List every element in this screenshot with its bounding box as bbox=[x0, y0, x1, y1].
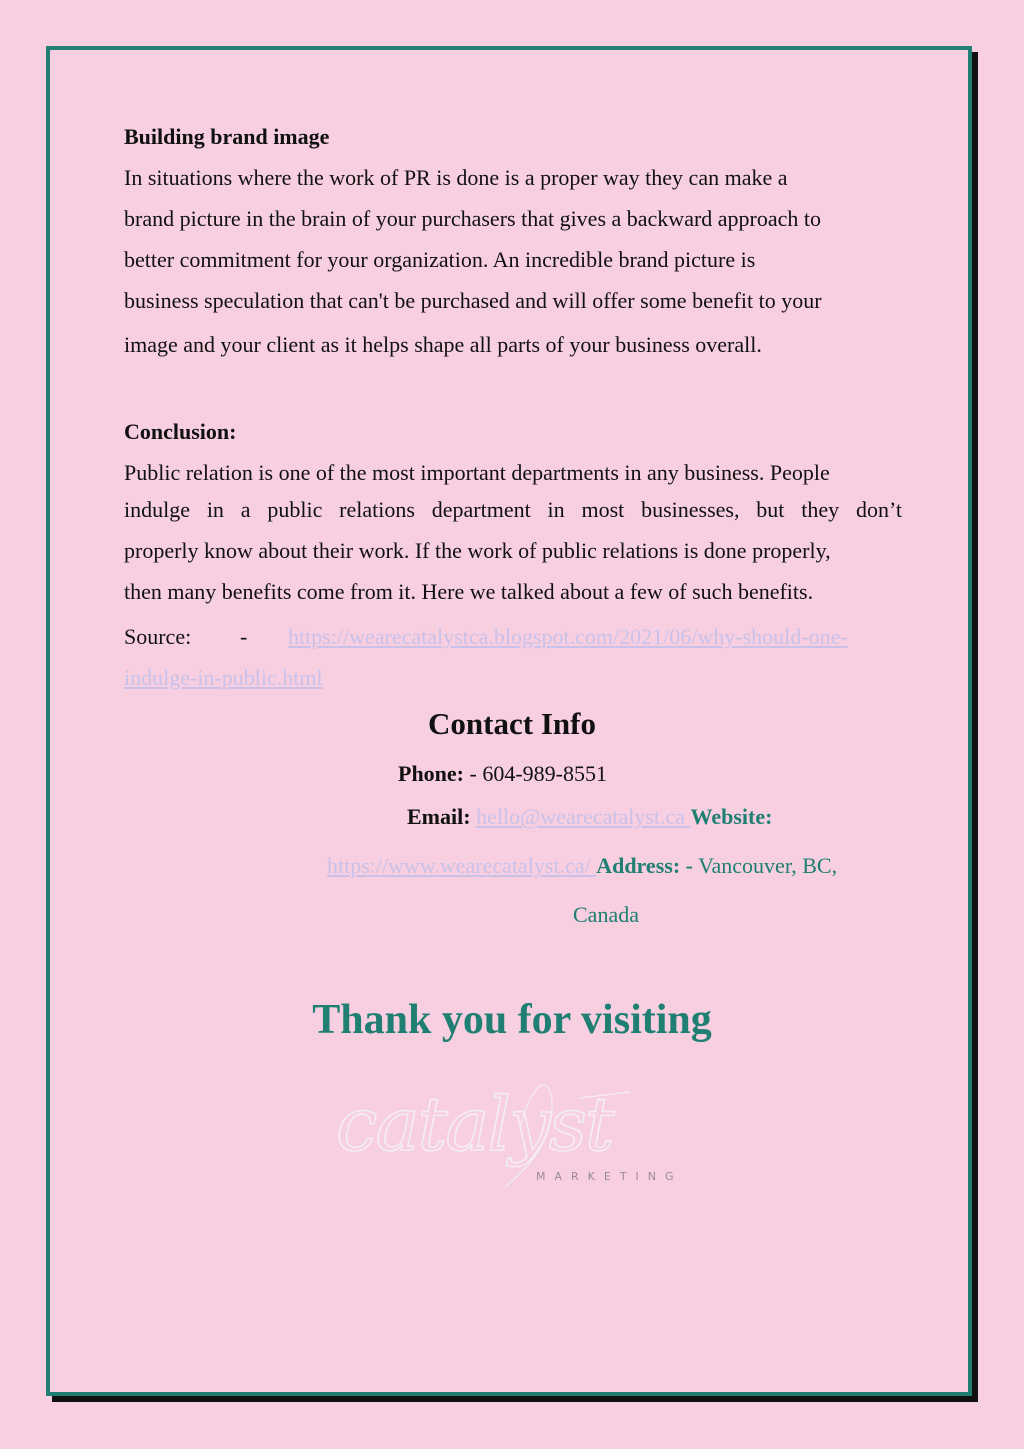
address-label: Address: - bbox=[596, 853, 693, 878]
paragraph-line: image and your client as it helps shape all parts of your business overall. bbox=[124, 332, 762, 357]
logo-tagline: MARKETING bbox=[536, 1170, 683, 1183]
paragraph-line: then many benefits come from it. Here we talked about a few of such benefits. bbox=[124, 579, 814, 604]
contact-info-title: Contact Info bbox=[428, 706, 596, 741]
paragraph-line-justified bbox=[124, 497, 902, 523]
paragraph-line: better commitment for your organization. An incredible brand picture is bbox=[124, 247, 756, 272]
website-label: Website: bbox=[690, 804, 773, 829]
phone-label: Phone: bbox=[398, 761, 464, 786]
email-row bbox=[407, 804, 772, 830]
paragraph-line: Public relation is one of the most important departments in any business. People bbox=[124, 460, 830, 485]
section-heading-brand-image: Building brand image bbox=[124, 124, 330, 149]
catalyst-marketing-logo bbox=[330, 1062, 700, 1192]
logo-script-text: catalyst bbox=[336, 1082, 613, 1168]
source-label: Source: bbox=[124, 624, 192, 649]
address-country: Canada bbox=[573, 902, 639, 927]
source-link[interactable]: https://wearecatalystca.blogspot.com/2021/06/why-should-one- bbox=[288, 624, 848, 649]
email-link[interactable]: hello@wearecatalyst.ca bbox=[476, 804, 691, 829]
paragraph-line: business speculation that can't be purchased and will offer some benefit to your bbox=[124, 288, 822, 313]
phone-value: - 604-989-8551 bbox=[469, 761, 607, 786]
address-value: Vancouver, BC, bbox=[692, 853, 838, 878]
section-heading-conclusion: Conclusion: bbox=[124, 419, 237, 444]
website-address-row bbox=[327, 853, 837, 879]
paragraph-line-text: indulge in a public relations department in most businesses, but they don’t bbox=[124, 497, 902, 522]
source-link-continued[interactable]: indulge-in-public.html bbox=[124, 665, 323, 690]
paragraph-line: brand picture in the brain of your purchasers that gives a backward approach to bbox=[124, 206, 822, 231]
source-dash: - bbox=[240, 624, 248, 649]
website-link[interactable]: https://www.wearecatalyst.ca/ bbox=[327, 853, 597, 878]
paragraph-line: properly know about their work. If the work of public relations is done properly, bbox=[124, 538, 831, 563]
email-label: Email: bbox=[407, 804, 471, 829]
phone-row bbox=[398, 761, 607, 787]
paragraph-line: In situations where the work of PR is done is a proper way they can make a bbox=[124, 165, 788, 190]
thank-you-heading: Thank you for visiting bbox=[312, 997, 712, 1043]
